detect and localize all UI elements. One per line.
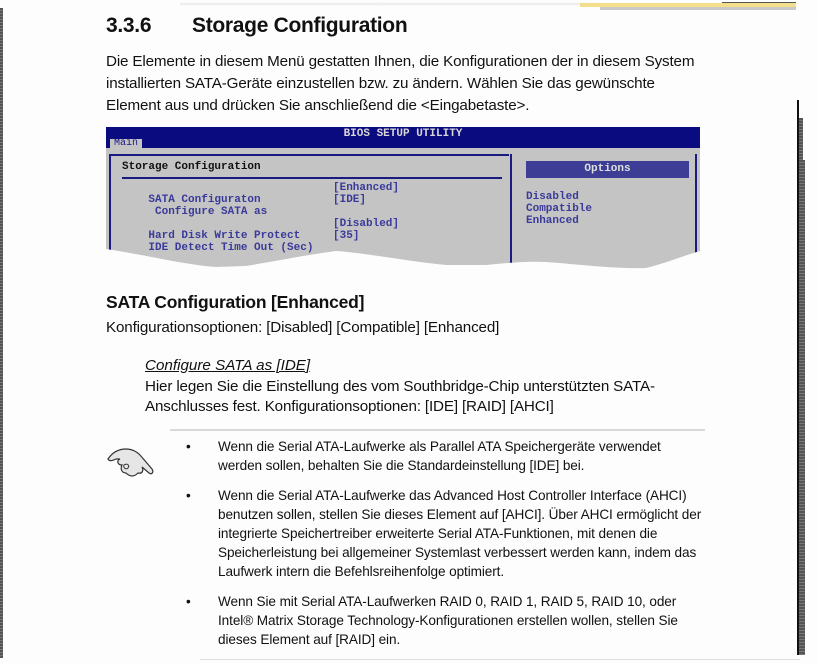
- bios-section-header: Storage Configuration: [122, 161, 261, 173]
- configure-sata-text: Hier legen Sie die Einstellung des vom Southbridge-Chip unterstützten SATA-Anschlusses fest. Konfigurationsoptionen: [IDE] [RAID] [AHCI]: [145, 378, 655, 415]
- bios-tab-main[interactable]: Main: [110, 139, 142, 149]
- bios-screenshot: [106, 127, 700, 277]
- note-divider: [170, 429, 705, 431]
- bios-row-ide-detect-timeout[interactable]: [122, 230, 360, 277]
- bios-row-value: [IDE]: [333, 194, 367, 206]
- bios-row-value: [Enhanced]: [333, 182, 400, 194]
- pointing-hand-icon: [106, 443, 158, 483]
- bullet: •: [186, 594, 191, 609]
- bullet: •: [186, 488, 191, 503]
- section-title: Storage Configuration: [192, 14, 408, 37]
- bios-option-enhanced[interactable]: Enhanced: [526, 215, 579, 227]
- page-right-shadow-2: [803, 160, 805, 655]
- bios-row-value: [35]: [333, 230, 360, 242]
- bios-title: BIOS SETUP UTILITY: [343, 128, 463, 140]
- bios-row-label: Configure SATA as: [148, 206, 268, 218]
- bios-option-compatible[interactable]: Compatible: [526, 203, 593, 215]
- note-text: Wenn die Serial ATA-Laufwerke als Parallel ATA Speichergeräte verwendet werden sollen, behalten Sie die Standardeinstellung [IDE] bei.: [218, 439, 661, 473]
- bios-section-rule: [122, 177, 502, 179]
- bios-row-label: Hard Disk Write Protect: [148, 230, 301, 242]
- configure-sata-heading: Configure SATA as [IDE]: [145, 357, 311, 374]
- bios-row-label: SATA Configuraton: [148, 194, 261, 206]
- note-text: Wenn die Serial ATA-Laufwerke das Advanced Host Controller Interface (AHCI) benutzen sollen, stellen Sie dieses Element auf [AHCI]. Über AHCI ermöglicht der integrierte Speichertreiber erweiterte Serial ATA-Funktionen, mit denen die Speicherleistung bei allgemeiner Systemlast verbessert werden kann, indem das Laufwerk intern die Befehlsreihenfolge optimiert.: [218, 488, 702, 579]
- bios-row-label: IDE Detect Time Out (Sec): [148, 242, 314, 254]
- section-intro: Die Elemente in diesem Menü gestatten Ihnen, die Konfigurationen der in diesem System installierten SATA-Geräte einzustellen bzw. zu ändern. Wählen Sie das gewünschte Element aus und drücken Sie anschließend die <Eingabetaste>.: [106, 53, 695, 114]
- sata-config-heading: SATA Configuration [Enhanced]: [106, 292, 365, 312]
- page-bottom-rule: [200, 659, 800, 660]
- page-left-edge: [0, 8, 3, 658]
- bios-row-value: [Disabled]: [333, 218, 400, 230]
- section-number: 3.3.6: [106, 14, 152, 37]
- bios-options-header: Options: [526, 161, 689, 178]
- bullet: •: [186, 439, 191, 454]
- bios-option-disabled[interactable]: Disabled: [526, 191, 579, 203]
- page-top-shadow: [600, 7, 796, 10]
- sata-config-options: Konfigurationsoptionen: [Disabled] [Compatible] [Enhanced]: [106, 319, 500, 336]
- section-heading: [106, 14, 407, 38]
- note-text: Wenn Sie mit Serial ATA-Laufwerken RAID 0, RAID 1, RAID 5, RAID 10, oder Intel® Matrix Storage Technology-Konfigurationen erstellen wollen, stellen Sie dieses Element auf [RAID] ein.: [218, 594, 678, 647]
- page-top-dark-rule: [722, 2, 796, 3]
- page-top-rule: [180, 2, 600, 6]
